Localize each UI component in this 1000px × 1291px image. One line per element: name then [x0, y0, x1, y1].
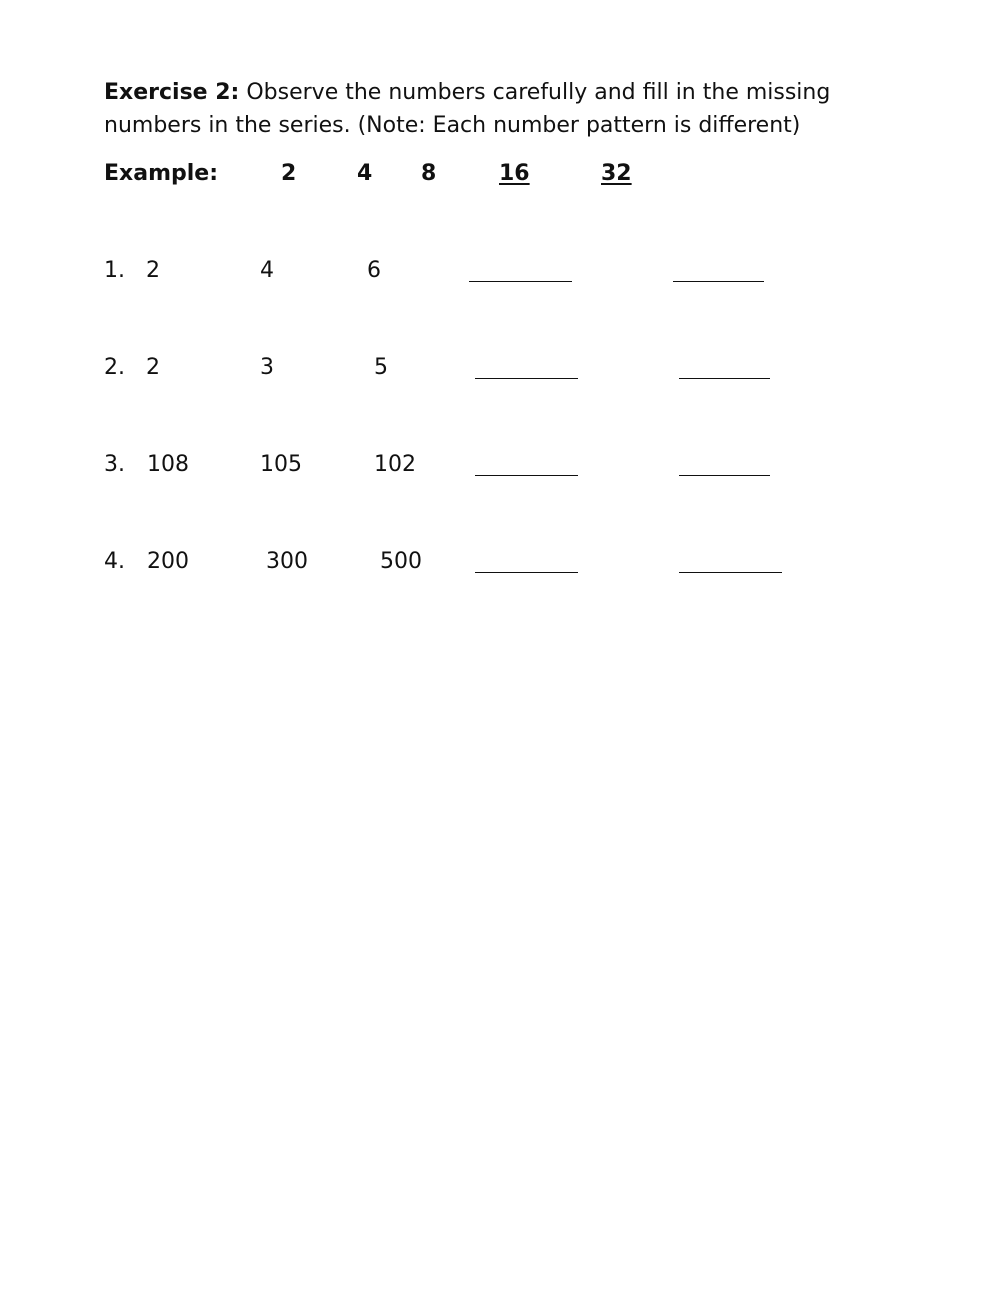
problem-value: 108 [147, 452, 189, 477]
answer-blank[interactable] [679, 378, 770, 379]
exercise-instructions [104, 76, 864, 142]
answer-blank[interactable] [673, 281, 764, 282]
problem-value: 500 [380, 549, 422, 574]
problem-number: 4. [104, 549, 125, 574]
example-value-2: 4 [357, 161, 373, 186]
answer-blank[interactable] [469, 281, 572, 282]
problem-number: 3. [104, 452, 125, 477]
example-answer-2: 32 [601, 161, 632, 186]
answer-blank[interactable] [475, 475, 578, 476]
exercise-instruction-text: Observe the numbers carefully and fill in the missing numbers in the series. (Note: Each number pattern is different) [104, 80, 831, 138]
answer-blank[interactable] [679, 475, 770, 476]
problem-value: 5 [374, 355, 388, 380]
problem-value: 2 [146, 258, 160, 283]
problem-value: 300 [266, 549, 308, 574]
answer-blank[interactable] [679, 572, 782, 573]
problem-value: 200 [147, 549, 189, 574]
problem-number: 2. [104, 355, 125, 380]
answer-blank[interactable] [475, 378, 578, 379]
example-label: Example: [104, 161, 218, 186]
problem-value: 4 [260, 258, 274, 283]
exercise-label: Exercise 2: [104, 80, 240, 105]
problem-value: 6 [367, 258, 381, 283]
problem-value: 3 [260, 355, 274, 380]
example-value-1: 2 [281, 161, 297, 186]
example-value-3: 8 [421, 161, 437, 186]
problem-value: 2 [146, 355, 160, 380]
problem-value: 105 [260, 452, 302, 477]
problem-value: 102 [374, 452, 416, 477]
answer-blank[interactable] [475, 572, 578, 573]
example-answer-1: 16 [499, 161, 530, 186]
problem-number: 1. [104, 258, 125, 283]
